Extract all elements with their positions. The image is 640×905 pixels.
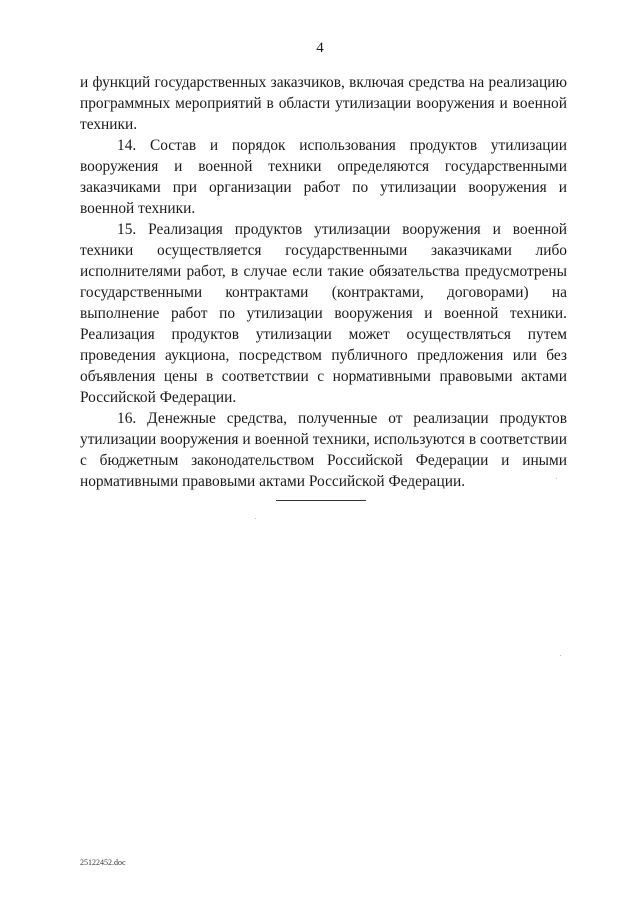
paragraph-14: 14. Состав и порядок использования продуктов утилизации вооружения и военной техники определяются государственными заказчиками при организации работ по утилизации вооружения и военной техники. [80,137,567,217]
page-number: 4 [316,40,324,56]
paragraph-15: 15. Реализация продуктов утилизации вооружения и военной техники осуществляется государственными заказчиками либо исполнителями работ, в случае если такие обязательства предусмотрены государственными контрактами (контрактами, договорами) на выполнение работ по утилизации вооружения и военной техники. Реализация продуктов утилизации может осуществляться путем проведения аукциона, посредством публичного предложения или без объявления цены в соответствии с нормативными правовыми актами Российской Федерации. [80,221,567,406]
scan-speck [560,655,561,656]
paragraph-continuation: и функций государственных заказчиков, включая средства на реализацию программных мероприятий в области утилизации вооружения и военной техники. [80,74,567,133]
scan-speck [255,518,256,519]
end-separator-line [276,500,366,501]
paragraph-16: 16. Денежные средства, полученные от реализации продуктов утилизации вооружения и военной техники, используются в соответствии с бюджетным законодательством Российской Федерации и иными нормативными правовыми актами Российской Федерации. [80,410,567,490]
scan-speck [556,478,557,479]
footer-filename: 25122452.doc [80,858,126,867]
document-body [80,72,567,492]
